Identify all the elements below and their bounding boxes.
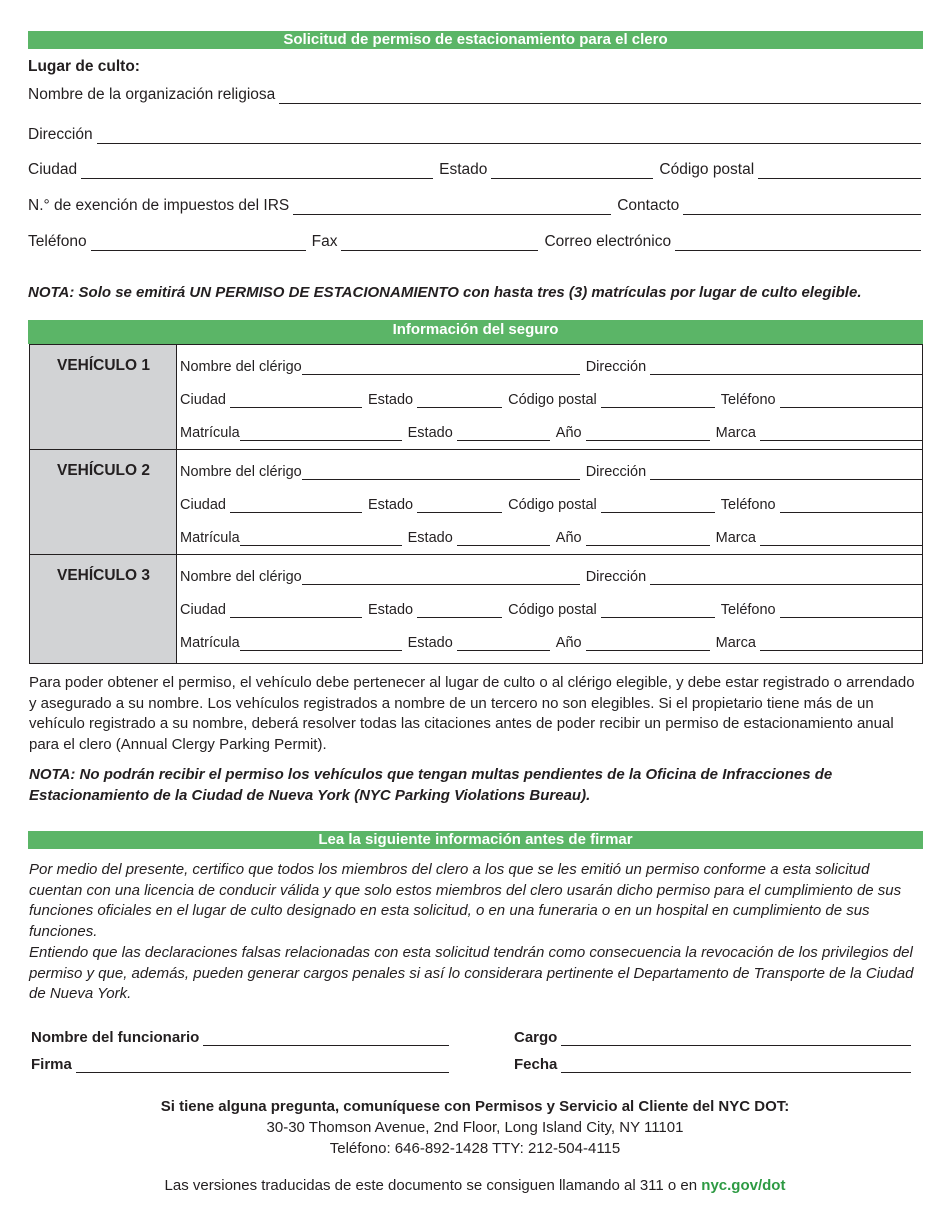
- make-field[interactable]: [760, 634, 922, 651]
- vehicle-state-field[interactable]: [417, 601, 502, 618]
- plate-label: Matrícula: [180, 425, 240, 441]
- vehicle-block-2: [30, 450, 922, 554]
- vehicle-state-field[interactable]: [417, 496, 502, 513]
- plate-state-label: Estado: [407, 635, 453, 651]
- city-label: Ciudad: [28, 161, 78, 178]
- make-label: Marca: [715, 425, 756, 441]
- city-field[interactable]: [81, 162, 433, 179]
- vehicle-row-city: [180, 600, 922, 618]
- vehicle-phone-label: Teléfono: [720, 602, 776, 618]
- vehicle-city-field[interactable]: [230, 391, 362, 408]
- vehicle-row-plate: [180, 528, 922, 546]
- vehicle-zip-label: Código postal: [508, 602, 597, 618]
- vehicle-zip-field[interactable]: [601, 601, 715, 618]
- translations-text: Las versiones traducidas de este documento se consiguen llamando al 311 o en: [164, 1177, 702, 1194]
- vehicle-address-label: Dirección: [585, 359, 647, 375]
- official-name-label: Nombre del funcionario: [31, 1029, 200, 1046]
- clergy-name-field[interactable]: [302, 358, 580, 375]
- plate-state-field[interactable]: [457, 424, 550, 441]
- signature-label: Firma: [31, 1056, 72, 1073]
- certify-title-bar: [28, 831, 923, 849]
- vehicle-title-3: VEHÍCULO 3: [56, 567, 150, 584]
- vehicle-state-field[interactable]: [417, 391, 502, 408]
- year-label: Año: [555, 530, 582, 546]
- vehicle-phone-field[interactable]: [780, 496, 922, 513]
- org-name-label: Nombre de la organización religiosa: [28, 86, 276, 103]
- vehicle-address-field[interactable]: [650, 568, 922, 585]
- contact-label: Contacto: [617, 197, 680, 214]
- org-name-row: [28, 84, 921, 104]
- date-field[interactable]: [561, 1056, 911, 1073]
- address-label: Dirección: [28, 126, 93, 143]
- vehicle-row-clergy: [180, 567, 922, 585]
- eligibility-paragraph: Para poder obtener el permiso, el vehículo debe pertenecer al lugar de culto o al clérigo elegible, y debe estar registrado o arrendado y asegurado a su nombre. Los vehículos registrados a nombre de un tercero no son elegibles. Si el propietario tiene más de un vehículo registrado a su nombre, deberá resolver todas las citaciones antes de poder recibir un permiso de estacionamiento anual para el clero (Annual Clergy Parking Permit).: [29, 674, 915, 753]
- vehicle-city-field[interactable]: [230, 601, 362, 618]
- contact-heading: Si tiene alguna pregunta, comuníquese con Permisos y Servicio al Cliente del NYC DOT:: [160, 1098, 790, 1115]
- phone-fax-email-row: [28, 231, 921, 251]
- place-heading-row: [28, 56, 921, 76]
- vehicle-header-3: [30, 555, 177, 663]
- fax-label: Fax: [311, 233, 338, 250]
- vehicle-header-1: [30, 345, 177, 449]
- certify-title: Lea la siguiente información antes de firmar: [318, 831, 633, 848]
- permit-note: NOTA: Solo se emitirá UN PERMISO DE ESTACIONAMIENTO con hasta tres (3) matrículas por lugar de culto elegible.: [28, 284, 862, 301]
- nyc-dot-link[interactable]: nyc.gov/dot: [701, 1177, 786, 1194]
- vehicle-block-3: [30, 555, 922, 659]
- date-label: Fecha: [514, 1056, 558, 1073]
- address-field[interactable]: [97, 127, 921, 144]
- vehicle-city-label: Ciudad: [180, 497, 226, 513]
- state-label: Estado: [439, 161, 488, 178]
- clergy-name-field[interactable]: [302, 568, 580, 585]
- vehicle-city-field[interactable]: [230, 496, 362, 513]
- vehicle-zip-field[interactable]: [601, 391, 715, 408]
- plate-field[interactable]: [240, 634, 402, 651]
- make-label: Marca: [715, 635, 756, 651]
- official-name-field[interactable]: [203, 1029, 449, 1046]
- year-label: Año: [555, 425, 582, 441]
- form-title: Solicitud de permiso de estacionamiento para el clero: [283, 31, 668, 48]
- plate-label: Matrícula: [180, 635, 240, 651]
- plate-field[interactable]: [240, 424, 402, 441]
- vehicle-zip-label: Código postal: [508, 497, 597, 513]
- clergy-name-label: Nombre del clérigo: [180, 464, 302, 480]
- title-row: [514, 1028, 911, 1046]
- vehicle-phone-field[interactable]: [780, 391, 922, 408]
- phone-label: Teléfono: [28, 233, 87, 250]
- vehicle-block-1: [30, 345, 922, 449]
- date-row: [514, 1055, 911, 1073]
- vehicle-state-label: Estado: [367, 602, 414, 618]
- vehicle-row-clergy: [180, 462, 922, 480]
- vehicles-table: [29, 344, 923, 664]
- vehicle-zip-field[interactable]: [601, 496, 715, 513]
- vehicle-title-1: VEHÍCULO 1: [56, 357, 150, 374]
- irs-field[interactable]: [293, 198, 611, 215]
- plate-state-field[interactable]: [457, 634, 550, 651]
- make-field[interactable]: [760, 529, 922, 546]
- make-field[interactable]: [760, 424, 922, 441]
- vehicle-row-city: [180, 390, 922, 408]
- vehicle-phone-label: Teléfono: [720, 392, 776, 408]
- vehicle-city-label: Ciudad: [180, 602, 226, 618]
- vehicle-title-2: VEHÍCULO 2: [56, 462, 150, 479]
- fax-field[interactable]: [341, 234, 538, 251]
- email-label: Correo electrónico: [544, 233, 672, 250]
- phone-field[interactable]: [91, 234, 306, 251]
- plate-state-label: Estado: [407, 530, 453, 546]
- form-title-bar: [28, 31, 923, 49]
- place-heading: Lugar de culto:: [28, 58, 140, 75]
- title-field[interactable]: [561, 1029, 911, 1046]
- vehicle-phone-label: Teléfono: [720, 497, 776, 513]
- vehicle-phone-field[interactable]: [780, 601, 922, 618]
- contact-field[interactable]: [683, 198, 921, 215]
- signature-row: [31, 1055, 449, 1073]
- vehicle-address-field[interactable]: [650, 463, 922, 480]
- zip-field[interactable]: [758, 162, 921, 179]
- insurance-title: Información del seguro: [392, 321, 559, 338]
- irs-contact-row: [28, 195, 921, 215]
- clergy-name-label: Nombre del clérigo: [180, 569, 302, 585]
- contact-phones: Teléfono: 646-892-1428 TTY: 212-504-4115: [329, 1140, 621, 1157]
- clergy-name-field[interactable]: [302, 463, 580, 480]
- signature-field[interactable]: [76, 1056, 449, 1073]
- vehicle-state-label: Estado: [367, 392, 414, 408]
- contact-address: 30-30 Thomson Avenue, 2nd Floor, Long Island City, NY 11101: [266, 1119, 684, 1136]
- certify-paragraph-1: Por medio del presente, certifico que todos los miembros del clero a los que se les emitió un permiso conforme a esta solicitud cuentan con una licencia de conducir válida y que solo estos miembros del clero usarán dicho permiso para el cumplimiento de sus funciones oficiales en el lugar de culto designado en esta solicitud, o en una funeraria o en un hospital en cumplimiento de sus funciones.: [29, 861, 902, 940]
- plate-state-field[interactable]: [457, 529, 550, 546]
- year-field[interactable]: [586, 634, 710, 651]
- insurance-title-bar: [28, 320, 923, 344]
- org-name-field[interactable]: [279, 87, 921, 104]
- certify-paragraph-2: Entiendo que las declaraciones falsas relacionadas con esta solicitud tendrán como consecuencia la revocación de los privilegios del permiso y que, además, pueden generar cargos penales si así lo considerara pertinente el Departamento de Transporte de la Ciudad de Nueva York.: [29, 944, 914, 1002]
- vehicle-address-label: Dirección: [585, 464, 647, 480]
- vehicle-address-field[interactable]: [650, 358, 922, 375]
- address-row: [28, 124, 921, 144]
- year-field[interactable]: [586, 529, 710, 546]
- official-name-row: [31, 1028, 449, 1046]
- vehicle-row-clergy: [180, 357, 922, 375]
- vehicle-zip-label: Código postal: [508, 392, 597, 408]
- violations-note: NOTA: No podrán recibir el permiso los vehículos que tengan multas pendientes de la Oficina de Infracciones de Estacionamiento de la Ciudad de Nueva York (NYC Parking Violations Bureau).: [29, 766, 833, 804]
- clergy-name-label: Nombre del clérigo: [180, 359, 302, 375]
- translations-line: [0, 1177, 950, 1194]
- make-label: Marca: [715, 530, 756, 546]
- vehicle-row-plate: [180, 423, 922, 441]
- vehicle-header-2: [30, 450, 177, 554]
- vehicle-address-label: Dirección: [585, 569, 647, 585]
- vehicle-row-city: [180, 495, 922, 513]
- city-state-zip-row: [28, 159, 921, 179]
- state-field[interactable]: [491, 162, 653, 179]
- plate-label: Matrícula: [180, 530, 240, 546]
- title-label: Cargo: [514, 1029, 558, 1046]
- year-label: Año: [555, 635, 582, 651]
- plate-state-label: Estado: [407, 425, 453, 441]
- plate-field[interactable]: [240, 529, 402, 546]
- vehicle-row-plate: [180, 633, 922, 651]
- zip-label: Código postal: [659, 161, 755, 178]
- vehicle-city-label: Ciudad: [180, 392, 226, 408]
- vehicle-state-label: Estado: [367, 497, 414, 513]
- year-field[interactable]: [586, 424, 710, 441]
- irs-label: N.° de exención de impuestos del IRS: [28, 197, 290, 214]
- email-field[interactable]: [675, 234, 921, 251]
